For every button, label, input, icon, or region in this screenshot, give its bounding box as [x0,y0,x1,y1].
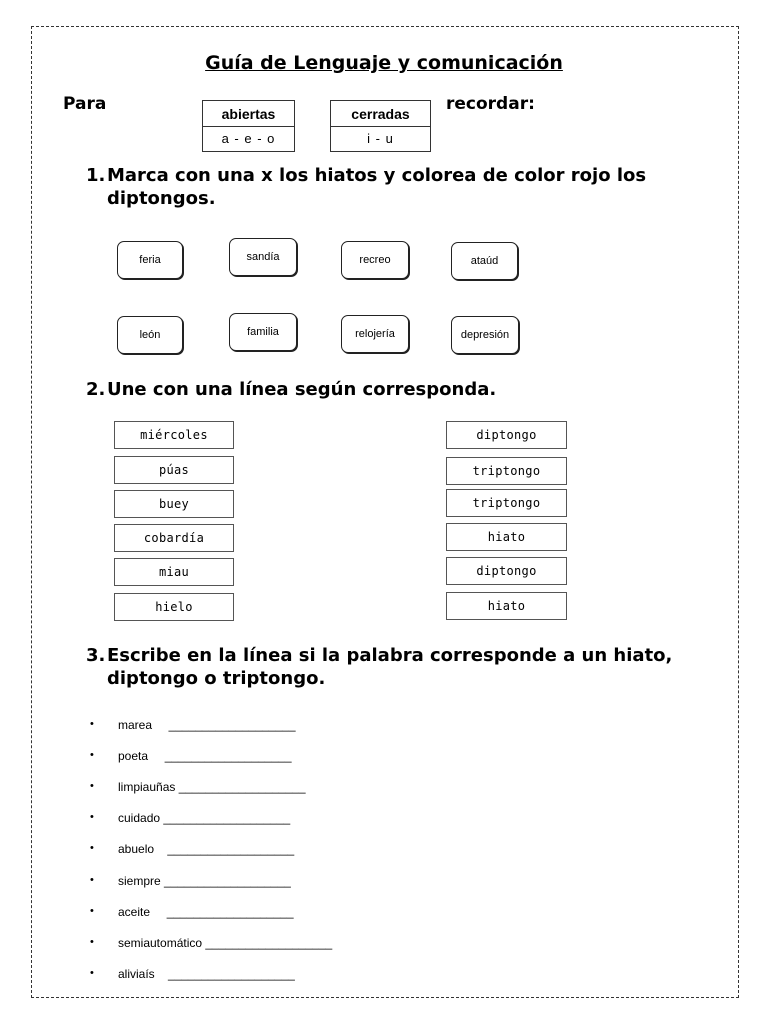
match-left-word[interactable]: miau [114,558,234,586]
bullet-icon: • [90,936,94,948]
word-box[interactable]: recreo [341,241,409,279]
question-1 [86,164,726,214]
question-2-number: 2. [86,379,106,400]
bullet-icon: • [90,780,94,792]
match-left-word[interactable]: buey [114,490,234,518]
question-1-number: 1. [86,165,106,186]
answer-line[interactable]: siempre ___________________ [118,874,291,888]
answer-line[interactable]: abuelo ___________________ [118,842,295,856]
closed-vowels-box [330,100,431,152]
match-right-word[interactable]: diptongo [446,421,567,449]
question-3-number: 3. [86,645,106,666]
bullet-icon: • [90,718,94,730]
question-3-text: Escribe en la línea si la palabra corresponde a un hiato, diptongo o triptongo. [107,645,673,689]
bullet-icon: • [90,842,94,854]
word-box[interactable]: feria [117,241,183,279]
word-box[interactable]: león [117,316,183,354]
word-box[interactable]: sandía [229,238,297,276]
word-box[interactable]: relojería [341,315,409,353]
word-box[interactable]: familia [229,313,297,351]
bullet-icon: • [90,967,94,979]
question-1-text: Marca con una x los hiatos y colorea de color rojo los diptongos. [107,165,647,209]
answer-line[interactable]: aceite ___________________ [118,905,294,919]
answer-line[interactable]: limpiauñas ___________________ [118,780,306,794]
answer-line[interactable]: cuidado ___________________ [118,811,291,825]
open-vowels-box [202,100,295,152]
word-box[interactable]: depresión [451,316,519,354]
match-right-word[interactable]: diptongo [446,557,567,585]
answer-line[interactable]: marea ___________________ [118,718,296,732]
page-title: Guía de Lenguaje y comunicación [205,52,563,74]
match-right-word[interactable]: triptongo [446,457,567,485]
match-right-word[interactable]: triptongo [446,489,567,517]
para-label: Para [63,94,107,114]
match-left-word[interactable]: miércoles [114,421,234,449]
match-left-word[interactable]: cobardía [114,524,234,552]
match-left-word[interactable]: púas [114,456,234,484]
answer-line[interactable]: aliviaís ___________________ [118,967,295,981]
bullet-icon: • [90,874,94,886]
open-vowels-letters: a - e - o [221,131,276,146]
match-right-word[interactable]: hiato [446,592,567,620]
question-3 [86,644,726,694]
bullet-icon: • [90,811,94,823]
question-2 [86,378,726,404]
answer-line[interactable]: poeta ___________________ [118,749,292,763]
closed-vowels-label: cerradas [331,101,430,127]
match-right-word[interactable]: hiato [446,523,567,551]
open-vowels-label: abiertas [203,101,294,127]
question-2-text: Une con una línea según corresponda. [107,379,497,400]
closed-vowels-letters: i - u [367,131,394,146]
match-left-word[interactable]: hielo [114,593,234,621]
word-box[interactable]: ataúd [451,242,518,280]
bullet-icon: • [90,749,94,761]
recordar-label: recordar: [446,94,535,114]
bullet-icon: • [90,905,94,917]
answer-line[interactable]: semiautomático ___________________ [118,936,333,950]
